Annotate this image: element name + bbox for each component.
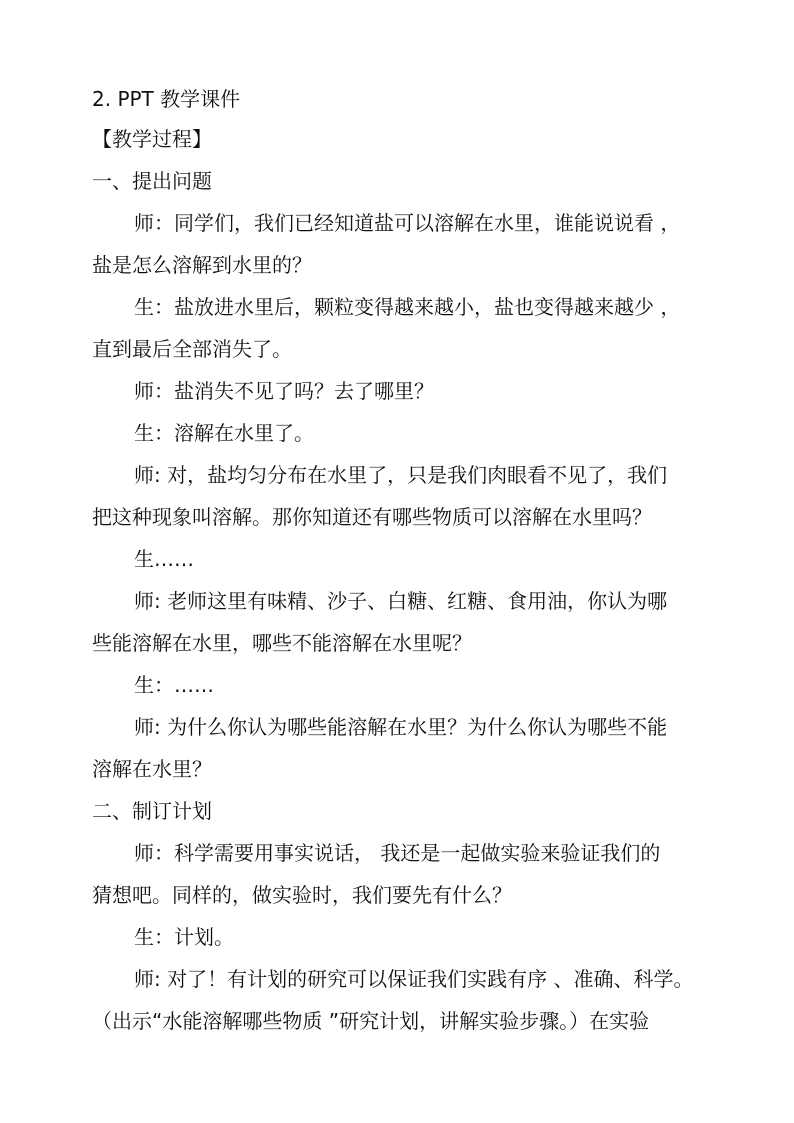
paragraph-line: 师：同学们，我们已经知道盐可以溶解在水里，谁能说说看 ， — [134, 211, 681, 235]
paragraph-line: （出示“水能溶解哪些物质 ”研究计划，讲解实验步骤。）在实验 — [92, 1009, 650, 1033]
section-heading-ppt: 2. PPT 教学课件 — [92, 87, 241, 111]
paragraph-line: 师：盐消失不见了吗？去了哪里？ — [134, 379, 434, 403]
paragraph-line: 师：科学需要用事实说话， 我还是一起做实验来验证我们的 — [134, 841, 661, 865]
paragraph-line: 师: 对，盐均匀分布在水里了，只是我们肉眼看不见了，我们 — [134, 463, 668, 487]
paragraph-line: 师: 老师这里有味精、沙子、白糖、红糖、食用油，你认为哪 — [134, 589, 668, 613]
paragraph-line: 盐是怎么溶解到水里的？ — [92, 253, 312, 277]
paragraph-line: 猜想吧。同样的，做实验时，我们要先有什么？ — [92, 883, 512, 907]
paragraph-line: 生：…… — [134, 673, 214, 697]
paragraph-line: 师: 为什么你认为哪些能溶解在水里？为什么你认为哪些不能 — [134, 715, 668, 739]
paragraph-line: 直到最后全部消失了。 — [92, 337, 292, 361]
paragraph-line: 把这种现象叫溶解。那你知道还有哪些物质可以溶解在水里吗？ — [92, 505, 652, 529]
teaching-process-heading: 【教学过程】 — [92, 127, 212, 151]
paragraph-line: 师: 对了！有计划的研究可以保证我们实践有序 、准确、科学。 — [134, 967, 694, 991]
paragraph-line: 生：溶解在水里了。 — [134, 421, 314, 445]
paragraph-line: 生：盐放进水里后，颗粒变得越来越小，盐也变得越来越少 ， — [134, 295, 681, 319]
paragraph-line: 生：计划。 — [134, 925, 234, 949]
subheading-ask-questions: 一、提出问题 — [92, 169, 212, 193]
paragraph-line: 些能溶解在水里，哪些不能溶解在水里呢？ — [92, 631, 472, 655]
paragraph-line: 生…… — [134, 547, 194, 571]
subheading-make-plan: 二、制订计划 — [92, 799, 212, 823]
paragraph-line: 溶解在水里？ — [92, 757, 212, 781]
